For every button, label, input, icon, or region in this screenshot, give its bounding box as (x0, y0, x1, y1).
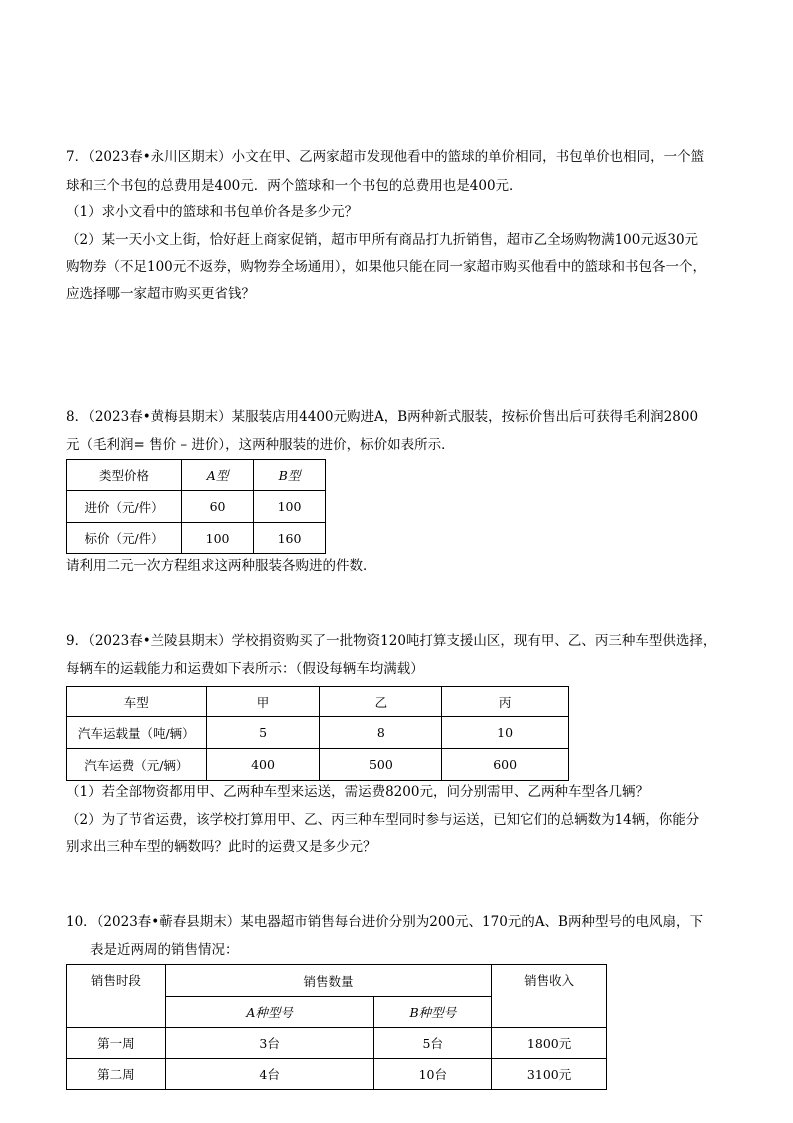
q9-line2: 每辆车的运载能力和运费如下表所示：（假设每辆车均满载） (66, 661, 424, 677)
table-cell: 进价（元/件） (67, 491, 182, 523)
table-row (67, 523, 326, 554)
table-cell: B种型号 (374, 997, 492, 1028)
table-cell: 销售时段 (67, 965, 166, 1028)
table-cell: 5台 (374, 1028, 492, 1059)
q7-sub2b: 购物券（不足100元不返券，购物券全场通用），如果他只能在同一家超市购买他看中的篮球和书包各一个， (66, 259, 707, 275)
table-cell: 10 (442, 717, 569, 749)
table-cell: 销售收入 (492, 965, 607, 1028)
q7-line1: 7．（2023春•永川区期末）小文在甲、乙两家超市发现他看中的篮球的单价相同，书包单价也相同，一个篮 (66, 149, 705, 165)
table-cell: 4台 (165, 1059, 374, 1090)
table-row (67, 1059, 607, 1090)
table-cell: 10台 (374, 1059, 492, 1090)
table-cell: 乙 (320, 687, 442, 717)
table-cell: 销售数量 (165, 965, 491, 997)
q10-sales-table (66, 964, 607, 1090)
q9-sub1: （1）若全部物资都用甲、乙两种车型来运送，需运费8200元，问分别需甲、乙两种车型各几辆？ (66, 784, 649, 800)
q7-sub2a: （2）某一天小文上街，恰好赶上商家促销，超市甲所有商品打九折销售，超市乙全场购物满100元返30元 (66, 232, 699, 248)
table-cell: B型 (254, 460, 326, 491)
q10-line1: 10．（2023春•蕲春县期末）某电器超市销售每台进价分别为200元、170元的A、B两种型号的电风扇，下 (66, 914, 703, 930)
q10-line2: 表是近两周的销售情况： (90, 942, 239, 958)
table-cell: 3台 (165, 1028, 374, 1059)
table-cell: 丙 (442, 687, 569, 717)
q8-line1: 8．（2023春•黄梅县期末）某服装店用4400元购进A，B两种新式服装，按标价售出后可获得毛利润2800 (66, 409, 699, 425)
table-header-row (67, 687, 569, 717)
table-cell: 100 (254, 491, 326, 523)
table-cell: 8 (320, 717, 442, 749)
table-cell: 5 (206, 717, 320, 749)
q9-truck-table (66, 686, 569, 781)
table-cell: 甲 (206, 687, 320, 717)
table-cell: 160 (254, 523, 326, 554)
table-cell: 标价（元/件） (67, 523, 182, 554)
table-cell: 400 (206, 749, 320, 781)
table-cell: 类型价格 (67, 460, 182, 491)
table-row (67, 749, 569, 781)
table-header-row (67, 460, 326, 491)
table-cell: 汽车运费（元/辆） (67, 749, 207, 781)
table-row (67, 491, 326, 523)
table-cell: 600 (442, 749, 569, 781)
table-row (67, 717, 569, 749)
table-cell: 第二周 (67, 1059, 166, 1090)
table-cell: 1800元 (492, 1028, 607, 1059)
q7-line2: 球和三个书包的总费用是400元．两个篮球和一个书包的总费用也是400元． (66, 178, 523, 194)
table-header-row (67, 965, 607, 997)
table-cell: A型 (182, 460, 254, 491)
q9-sub2b: 别求出三种车型的辆数吗？此时的运费又是多少元？ (66, 839, 377, 855)
q8-after: 请利用二元一次方程组求这两种服装各购进的件数． (66, 558, 377, 574)
table-cell: A种型号 (165, 997, 374, 1028)
table-cell: 汽车运载量（吨/辆） (67, 717, 207, 749)
q7-sub2c: 应选择哪一家超市购买更省钱？ (66, 286, 255, 302)
table-cell: 500 (320, 749, 442, 781)
table-row (67, 1028, 607, 1059)
table-cell: 车型 (67, 687, 207, 717)
table-cell: 3100元 (492, 1059, 607, 1090)
q9-sub2a: （2）为了节省运费，该学校打算用甲、乙、丙三种车型同时参与运送，已知它们的总辆数为14辆，你能分 (66, 812, 700, 828)
q7-sub1: （1）求小文看中的篮球和书包单价各是多少元？ (66, 204, 359, 220)
q8-price-table (66, 459, 326, 554)
table-cell: 60 (182, 491, 254, 523)
table-cell: 100 (182, 523, 254, 554)
q9-line1: 9．（2023春•兰陵县期末）学校捐资购买了一批物资120吨打算支援山区，现有甲、乙、丙三种车型供选择， (66, 633, 717, 649)
q8-line2: 元（毛利润= 售价 – 进价），这两种服装的进价，标价如表所示． (66, 437, 455, 453)
table-cell: 第一周 (67, 1028, 166, 1059)
